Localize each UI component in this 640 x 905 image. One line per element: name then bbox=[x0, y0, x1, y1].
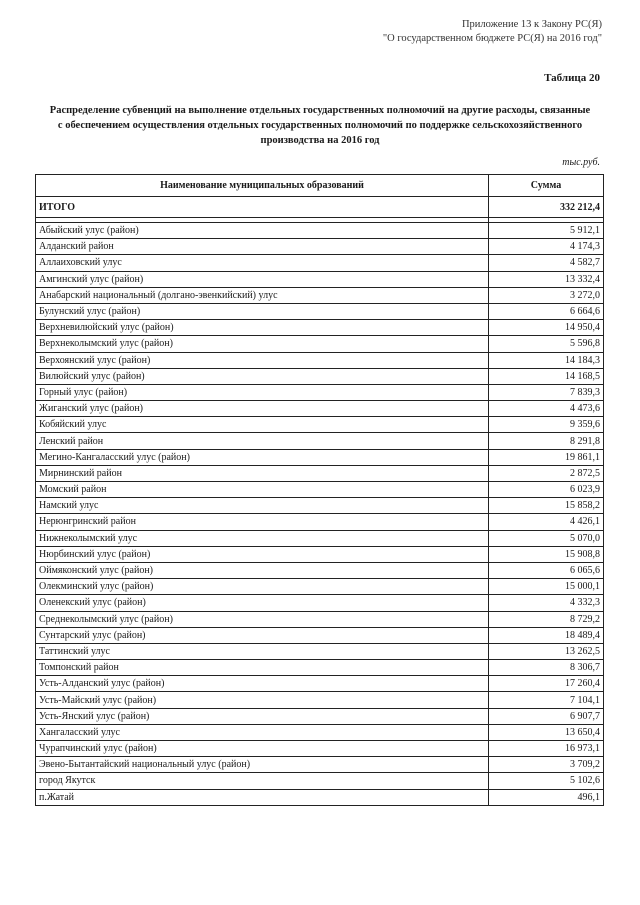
table-row bbox=[36, 530, 604, 546]
table-header-row bbox=[36, 175, 604, 197]
municipality-name: Усть-Майский улус (район) bbox=[36, 692, 489, 708]
municipality-name: Таттинский улус bbox=[36, 643, 489, 659]
municipality-name: Аллаиховский улус bbox=[36, 255, 489, 271]
municipality-name: Жиганский улус (район) bbox=[36, 401, 489, 417]
title-line-2: с обеспечением осуществления отдельных государственных полномочий по поддержке сельскохозяйственного bbox=[57, 120, 583, 131]
column-header-name: Наименование муниципальных образований bbox=[36, 175, 489, 197]
appendix-note bbox=[383, 18, 602, 46]
municipality-name: Олекминский улус (район) bbox=[36, 579, 489, 595]
table-row bbox=[36, 789, 604, 805]
municipality-name: Верхневилюйский улус (район) bbox=[36, 320, 489, 336]
municipality-name: Намский улус bbox=[36, 498, 489, 514]
subvention-amount: 8 306,7 bbox=[489, 660, 604, 676]
table-row bbox=[36, 773, 604, 789]
subvention-amount: 2 872,5 bbox=[489, 465, 604, 481]
table-row bbox=[36, 223, 604, 239]
table-row bbox=[36, 708, 604, 724]
subvention-amount: 13 332,4 bbox=[489, 271, 604, 287]
table-row bbox=[36, 757, 604, 773]
municipality-name: Амгинский улус (район) bbox=[36, 271, 489, 287]
table-row bbox=[36, 352, 604, 368]
table-number: Таблица 20 bbox=[544, 72, 600, 84]
municipality-name: Алданский район bbox=[36, 239, 489, 255]
subvention-amount: 5 070,0 bbox=[489, 530, 604, 546]
municipality-name: Чурапчинский улус (район) bbox=[36, 741, 489, 757]
subvention-amount: 7 839,3 bbox=[489, 384, 604, 400]
municipality-name: Усть-Янский улус (район) bbox=[36, 708, 489, 724]
subvention-amount: 5 102,6 bbox=[489, 773, 604, 789]
table-row bbox=[36, 368, 604, 384]
subvention-amount: 6 065,6 bbox=[489, 562, 604, 578]
subvention-amount: 4 473,6 bbox=[489, 401, 604, 417]
subvention-amount: 3 709,2 bbox=[489, 757, 604, 773]
table-row bbox=[36, 562, 604, 578]
table-row bbox=[36, 611, 604, 627]
subvention-amount: 4 332,3 bbox=[489, 595, 604, 611]
table-row bbox=[36, 498, 604, 514]
municipality-name: Горный улус (район) bbox=[36, 384, 489, 400]
subvention-amount: 6 664,6 bbox=[489, 303, 604, 319]
table-row bbox=[36, 239, 604, 255]
subvention-amount: 9 359,6 bbox=[489, 417, 604, 433]
subvention-amount: 14 950,4 bbox=[489, 320, 604, 336]
table-row bbox=[36, 287, 604, 303]
table-row bbox=[36, 401, 604, 417]
title-line-3: производства на 2016 год bbox=[260, 135, 380, 146]
subvention-amount: 16 973,1 bbox=[489, 741, 604, 757]
table-row bbox=[36, 546, 604, 562]
subvention-amount: 5 596,8 bbox=[489, 336, 604, 352]
subvention-amount: 6 023,9 bbox=[489, 482, 604, 498]
municipality-name: п.Жатай bbox=[36, 789, 489, 805]
municipality-name: Вилюйский улус (район) bbox=[36, 368, 489, 384]
municipality-name: Сунтарский улус (район) bbox=[36, 627, 489, 643]
table-row bbox=[36, 482, 604, 498]
municipality-name: Абыйский улус (район) bbox=[36, 223, 489, 239]
municipality-name: Кобяйский улус bbox=[36, 417, 489, 433]
subvention-amount: 19 861,1 bbox=[489, 449, 604, 465]
total-row bbox=[36, 197, 604, 218]
table-row bbox=[36, 643, 604, 659]
subvention-amount: 7 104,1 bbox=[489, 692, 604, 708]
municipality-name: Усть-Алданский улус (район) bbox=[36, 676, 489, 692]
municipality-name: Верхнеколымский улус (район) bbox=[36, 336, 489, 352]
title-line-1: Распределение субвенций на выполнение отдельных государственных полномочий на другие расходы, связанные bbox=[49, 105, 591, 116]
municipality-name: Мегино-Кангаласский улус (район) bbox=[36, 449, 489, 465]
table-row bbox=[36, 303, 604, 319]
municipality-name: Мирнинский район bbox=[36, 465, 489, 481]
subvention-amount: 15 000,1 bbox=[489, 579, 604, 595]
subvention-amount: 15 858,2 bbox=[489, 498, 604, 514]
table-row bbox=[36, 741, 604, 757]
municipality-name: Нижнеколымский улус bbox=[36, 530, 489, 546]
table-row bbox=[36, 271, 604, 287]
municipality-name: Момский район bbox=[36, 482, 489, 498]
table-row bbox=[36, 692, 604, 708]
municipality-name: Нюрбинский улус (район) bbox=[36, 546, 489, 562]
appendix-line-2: "О государственном бюджете РС(Я) на 2016 год" bbox=[382, 33, 602, 44]
subvention-amount: 13 262,5 bbox=[489, 643, 604, 659]
municipality-name: Нерюнгринский район bbox=[36, 514, 489, 530]
subvention-amount: 496,1 bbox=[489, 789, 604, 805]
subvention-amount: 13 650,4 bbox=[489, 724, 604, 740]
table-row bbox=[36, 676, 604, 692]
subvention-amount: 14 168,5 bbox=[489, 368, 604, 384]
municipality-name: Томпонский район bbox=[36, 660, 489, 676]
subvention-amount: 17 260,4 bbox=[489, 676, 604, 692]
subvention-table bbox=[35, 174, 604, 806]
municipality-name: Хангаласский улус bbox=[36, 724, 489, 740]
table-row bbox=[36, 320, 604, 336]
municipality-name: город Якутск bbox=[36, 773, 489, 789]
subvention-amount: 8 291,8 bbox=[489, 433, 604, 449]
table-row bbox=[36, 579, 604, 595]
document-title bbox=[36, 103, 604, 148]
table-row bbox=[36, 336, 604, 352]
subvention-amount: 18 489,4 bbox=[489, 627, 604, 643]
table-row bbox=[36, 465, 604, 481]
table-row bbox=[36, 724, 604, 740]
subvention-amount: 4 426,1 bbox=[489, 514, 604, 530]
municipality-name: Верхоянский улус (район) bbox=[36, 352, 489, 368]
appendix-line-1: Приложение 13 к Закону РС(Я) bbox=[461, 19, 602, 30]
total-value: 332 212,4 bbox=[489, 197, 604, 218]
municipality-name: Булунский улус (район) bbox=[36, 303, 489, 319]
table-row bbox=[36, 417, 604, 433]
municipality-name: Оймяконский улус (район) bbox=[36, 562, 489, 578]
municipality-name: Оленекский улус (район) bbox=[36, 595, 489, 611]
table-row bbox=[36, 660, 604, 676]
subvention-amount: 5 912,1 bbox=[489, 223, 604, 239]
table-row bbox=[36, 449, 604, 465]
table-row bbox=[36, 433, 604, 449]
municipality-name: Эвено-Бытантайский национальный улус (район) bbox=[36, 757, 489, 773]
column-header-sum: Сумма bbox=[489, 175, 604, 197]
subvention-amount: 4 582,7 bbox=[489, 255, 604, 271]
total-label: ИТОГО bbox=[36, 197, 489, 218]
subvention-amount: 4 174,3 bbox=[489, 239, 604, 255]
subvention-amount: 6 907,7 bbox=[489, 708, 604, 724]
municipality-name: Анабарский национальный (долгано-эвенкийский) улус bbox=[36, 287, 489, 303]
table-row bbox=[36, 514, 604, 530]
municipality-name: Ленский район bbox=[36, 433, 489, 449]
table-body bbox=[36, 197, 604, 806]
table-row bbox=[36, 627, 604, 643]
table-row bbox=[36, 595, 604, 611]
subvention-amount: 14 184,3 bbox=[489, 352, 604, 368]
subvention-amount: 8 729,2 bbox=[489, 611, 604, 627]
table-row bbox=[36, 384, 604, 400]
unit-label: тыс.руб. bbox=[562, 157, 600, 168]
table-row bbox=[36, 255, 604, 271]
municipality-name: Среднеколымский улус (район) bbox=[36, 611, 489, 627]
subvention-amount: 3 272,0 bbox=[489, 287, 604, 303]
subvention-amount: 15 908,8 bbox=[489, 546, 604, 562]
